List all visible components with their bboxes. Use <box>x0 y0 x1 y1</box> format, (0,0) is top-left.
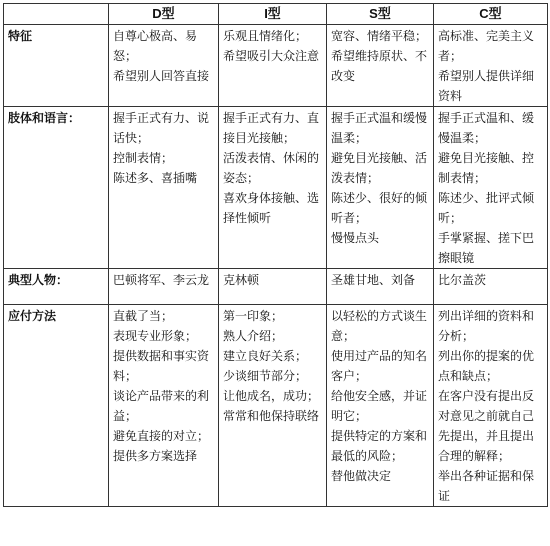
cell-line: 使用过产品的知名客户； <box>331 349 428 383</box>
row-traits <box>4 25 548 107</box>
row-coping-methods-d-cell <box>109 305 219 507</box>
cell-line: 控制表情； <box>113 151 174 165</box>
cell-line: 活泼表情、休闲的姿态； <box>223 151 320 185</box>
cell-line: 巴顿将军、李云龙 <box>113 273 210 287</box>
cell-line: 希望别人提供详细资料 <box>438 69 535 103</box>
header-c-type: C型 <box>434 4 548 25</box>
cell-line: 列出详细的资料和分析； <box>438 309 535 343</box>
cell-line: 谈论产品带来的利益； <box>113 389 210 423</box>
cell-line: 让他成名，成功； <box>223 389 320 403</box>
cell-line: 建立良好关系； <box>223 349 308 363</box>
row-body-language-s-cell <box>327 107 434 269</box>
cell-line: 希望别人回答直接 <box>113 69 210 83</box>
cell-line: 少谈细节部分； <box>223 369 308 383</box>
row-coping-methods-s-cell <box>327 305 434 507</box>
header-d-type: D型 <box>109 4 219 25</box>
row-traits-label: 特征 <box>4 25 109 107</box>
row-coping-methods-c-cell <box>434 305 548 507</box>
cell-line: 第一印象； <box>223 309 284 323</box>
cell-line: 喜欢身体接触、选择性倾听 <box>223 191 320 225</box>
cell-line: 熟人介绍； <box>223 329 284 343</box>
row-traits-c-cell <box>434 25 548 107</box>
row-typical-figures-s-cell <box>327 269 434 305</box>
cell-line: 避免直接的对立； <box>113 429 210 443</box>
cell-line: 握手正式温和、缓慢温柔； <box>438 111 535 145</box>
cell-line: 高标准、完美主义者； <box>438 29 535 63</box>
cell-line: 避免目光接触、活泼表情； <box>331 151 428 185</box>
cell-line: 给他安全感，并证明它； <box>331 389 428 423</box>
cell-line: 克林顿 <box>223 273 260 287</box>
cell-line: 列出你的提案的优点和缺点； <box>438 349 535 383</box>
cell-line: 陈述多、喜插嘴 <box>113 171 198 185</box>
cell-line: 乐观且情绪化； <box>223 29 308 43</box>
row-coping-methods-label: 应付方法 <box>4 305 109 507</box>
cell-line: 举出各种证据和保证 <box>438 469 535 503</box>
cell-line: 自尊心极高、易怒； <box>113 29 198 63</box>
cell-line: 直截了当； <box>113 309 174 323</box>
header-corner <box>4 4 109 25</box>
cell-line: 提供多方案选择 <box>113 449 198 463</box>
row-typical-figures-d-cell <box>109 269 219 305</box>
cell-line: 握手正式温和缓慢温柔； <box>331 111 428 145</box>
cell-line: 希望吸引大众注意 <box>223 49 320 63</box>
row-traits-s-cell <box>327 25 434 107</box>
row-traits-d-cell <box>109 25 219 107</box>
row-typical-figures-label: 典型人物： <box>4 269 109 305</box>
row-typical-figures-c-cell <box>434 269 548 305</box>
cell-line: 在客户没有提出反对意见之前就自己先提出，并且提出合理的解释； <box>438 389 535 463</box>
row-body-language-d-cell <box>109 107 219 269</box>
cell-line: 避免目光接触、控制表情； <box>438 151 535 185</box>
cell-line: 以轻松的方式谈生意； <box>331 309 428 343</box>
cell-line: 提供数据和事实资料； <box>113 349 210 383</box>
cell-line: 表现专业形象； <box>113 329 198 343</box>
row-traits-i-cell <box>219 25 327 107</box>
cell-line: 手掌紧握、搓下巴擦眼镜 <box>438 231 535 265</box>
cell-line: 陈述少、很好的倾听者； <box>331 191 428 225</box>
row-body-language <box>4 107 548 269</box>
row-coping-methods-i-cell <box>219 305 327 507</box>
row-body-language-label: 肢体和语言： <box>4 107 109 269</box>
cell-line: 慢慢点头 <box>331 231 380 245</box>
disc-personality-table <box>3 3 548 507</box>
cell-line: 陈述少、批评式倾听； <box>438 191 535 225</box>
cell-line: 提供特定的方案和最低的风险； <box>331 429 428 463</box>
cell-line: 握手正式有力、直接目光接触； <box>223 111 320 145</box>
cell-line: 宽容、情绪平稳； <box>331 29 428 43</box>
cell-line: 希望维持原状、不改变 <box>331 49 428 83</box>
row-typical-figures-i-cell <box>219 269 327 305</box>
header-i-type: I型 <box>219 4 327 25</box>
row-coping-methods <box>4 305 548 507</box>
row-typical-figures <box>4 269 548 305</box>
header-row <box>4 4 548 25</box>
cell-line: 常常和他保持联络 <box>223 409 320 423</box>
row-body-language-c-cell <box>434 107 548 269</box>
cell-line: 替他做决定 <box>331 469 392 483</box>
row-body-language-i-cell <box>219 107 327 269</box>
cell-line: 比尔盖茨 <box>438 273 487 287</box>
header-s-type: S型 <box>327 4 434 25</box>
cell-line: 握手正式有力、说话快； <box>113 111 210 145</box>
cell-line: 圣雄甘地、刘备 <box>331 273 416 287</box>
